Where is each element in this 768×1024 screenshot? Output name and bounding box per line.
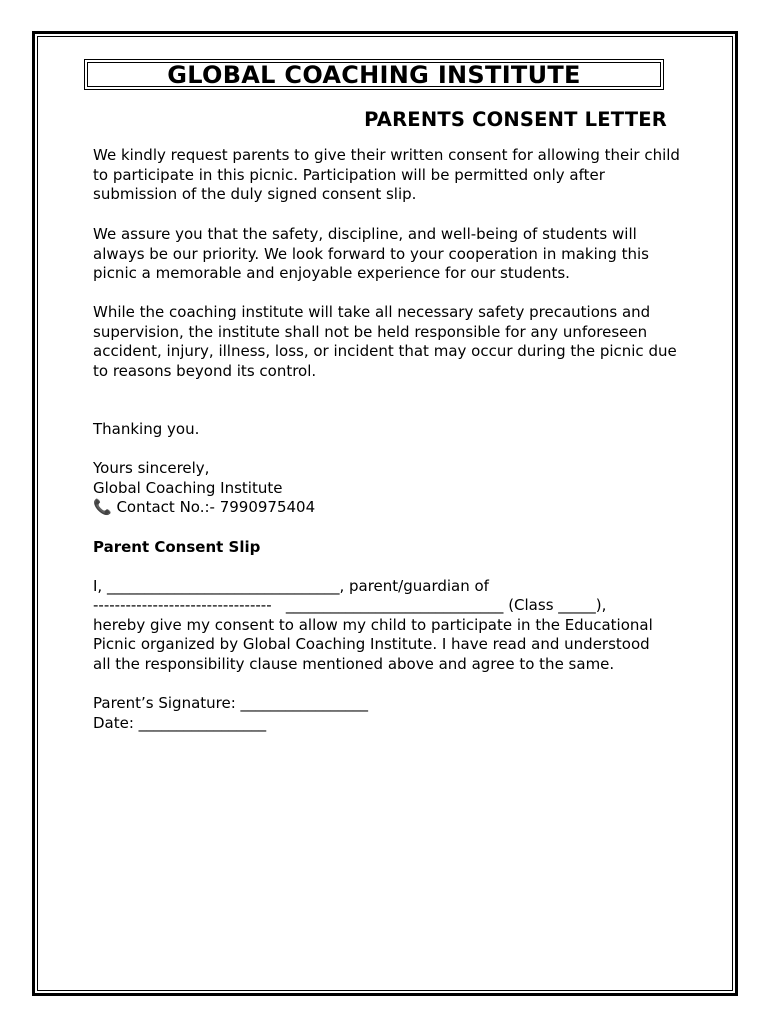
institute-name: GLOBAL COACHING INSTITUTE	[167, 60, 581, 89]
consent-slip-title: Parent Consent Slip	[93, 538, 261, 556]
slip-line-2: --------------------------------- _____________________________ (Class _____),	[93, 596, 607, 614]
institute-header-box	[84, 59, 664, 90]
institute-header-inner-box	[87, 62, 661, 87]
slip-line-4: Picnic organized by Global Coaching Institute. I have read and understood	[93, 635, 650, 653]
date-field: Date: _________________	[93, 714, 267, 732]
slip-line-5: all the responsibility clause mentioned above and agree to the same.	[93, 655, 615, 673]
slip-line-1: I, _______________________________, parent/guardian of	[93, 577, 489, 595]
signatory-name: Global Coaching Institute	[93, 479, 283, 497]
letter-paragraph-1: We kindly request parents to give their written consent for allowing their child to participate in this picnic. Participation will be permitted only after submission of the duly signed consent slip.	[93, 146, 680, 204]
closing-line: Yours sincerely,	[93, 459, 210, 477]
letter-paragraph-2: We assure you that the safety, discipline, and well-being of students will always be our priority. We look forward to your cooperation in making this picnic a memorable and enjoyable experience for our students.	[93, 225, 649, 283]
contact-line	[93, 498, 683, 518]
letter-paragraph-3: While the coaching institute will take all necessary safety precautions and supervision, the institute shall not be held responsible for any unforeseen accident, injury, illness, loss, or incident that may occur during the picnic due to reasons beyond its control.	[93, 303, 677, 380]
thanks-line: Thanking you.	[93, 420, 200, 438]
letter-title: PARENTS CONSENT LETTER	[364, 108, 667, 131]
contact-text: 📞 Contact No.:- 7990975404	[93, 498, 316, 516]
slip-line-3: hereby give my consent to allow my child to participate in the Educational	[93, 616, 653, 634]
parent-signature-field: Parent’s Signature: _________________	[93, 694, 369, 712]
